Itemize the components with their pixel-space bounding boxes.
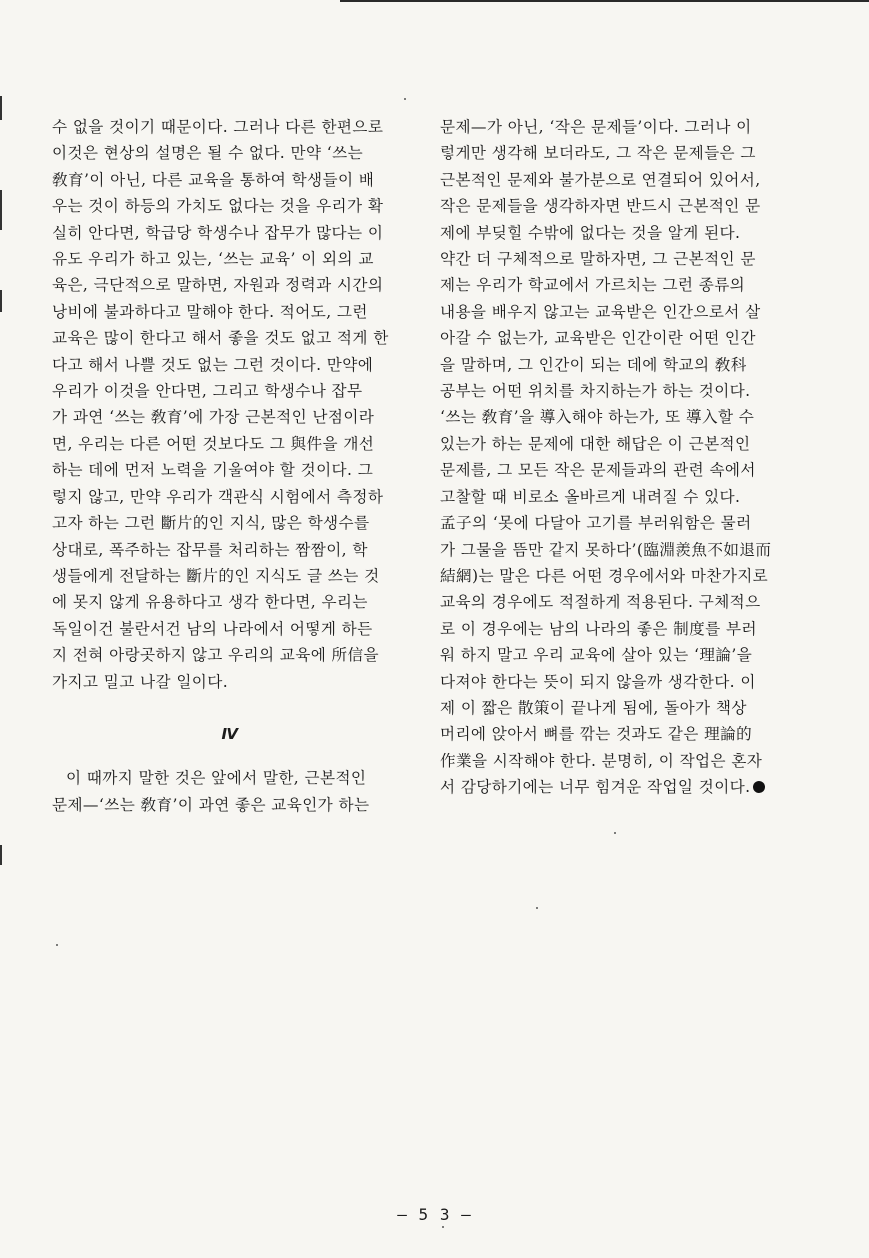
print-speck — [442, 1226, 444, 1228]
end-of-article-bullet-icon — [753, 781, 765, 793]
print-speck — [536, 907, 538, 909]
left-column — [52, 114, 408, 818]
body-paragraph: 약간 더 구체적으로 말하자면, 그 근본적인 문 제는 우리가 학교에서 가르치는 그런 종류의 내용을 배우지 않고는 교육받은 인간으로서 살 아갈 수 없는가, 교육받은 인간이란 어떤 인간 을 말하며, 그 인간이 되는 데에 학교의 敎科 공부는 어떤 위치를 차지하는가 하는 것이다. ‘쓰는 敎育’을 導入해야 하는가, 또 導入할 수 있는가 하는 문제에 대한 해답은 이 근본적인 문제를, 그 모든 작은 문제들과의 관련 속에서 고찰할 때 비로소 올바르게 내려질 수 있다. — [440, 250, 761, 506]
section-numeral: Ⅳ — [221, 724, 239, 743]
body-paragraph — [440, 510, 795, 800]
top-border-line — [340, 0, 869, 2]
left-margin-mark — [0, 290, 2, 312]
body-paragraph: 수 없을 것이기 때문이다. 그러나 다른 한편으로 이것은 현상의 설명은 될 수 없다. 만약 ‘쓰는 敎育’이 아닌, 다른 교육을 통하여 학생들이 배 우는 것이 하등의 가치도 없다는 것을 우리가 확 실히 안다면, 학급당 학생수나 잡무가 많다는 이 유도 우리가 하고 있는, ‘쓰는 교육’ 이 외의 교 육은, 극단적으로 말하면, 자원과 정력과 시간의 낭비에 불과하다고 말해야 한다. 적어도, 그런 교육은 많이 한다고 해서 좋을 것도 없고 적게 한 다고 해서 나쁠 것도 없는 그런 것이다. 만약에 우리가 이것을 안다면, 그리고 학생수나 잡무 가 과연 ‘쓰는 敎育’에 가장 근본적인 난점이라 면, 우리는 다른 어떤 것보다도 그 與件을 개선 하는 데에 먼저 노력을 기울여야 할 것이다. 그 렇지 않고, 만약 우리가 객관식 시험에서 측정하 고자 하는 그런 斷片的인 지식, 많은 학생수를 상대로, 폭주하는 잡무를 처리하는 짬짬이, 학 생들에게 전달하는 斷片的인 지식도 글 쓰는 것 에 못지 않게 유용하다고 생각 한다면, 우리는 독일이건 불란서건 남의 나라에서 어떻게 하든 지 전혀 아랑곳하지 않고 우리의 교육에 所信을 가지고 밀고 나갈 일이다. — [52, 118, 389, 691]
left-margin-mark — [0, 845, 2, 865]
left-margin-mark — [0, 190, 2, 230]
right-column — [440, 114, 795, 801]
left-margin-mark — [0, 96, 2, 120]
body-paragraph: 문제—가 아닌, ‘작은 문제들’이다. 그러나 이 렇게만 생각해 보더라도, 그 작은 문제들은 그 근본적인 문제와 불가분으로 연결되어 있어서, 작은 문제들을 생각하자면 반드시 근본적인 문 제에 부딪힐 수밖에 없다는 것을 알게 된다. — [440, 118, 761, 242]
print-speck — [56, 944, 58, 946]
print-speck — [614, 832, 616, 834]
paragraph-text: 孟子의 ‘못에 다달아 고기를 부러워함은 물러 가 그물을 뜸만 같지 못하다’(臨淵羨魚不如退而 結網)는 말은 다른 어떤 경우에서와 마찬가지로 교육의 경우에도 적절하게 적용된다. 구체적으 로 이 경우에는 남의 나라의 좋은 制度를 부러 워 하지 말고 우리 교육에 살아 있는 ‘理論’을 다져야 한다는 뜻이 되지 않을까 생각한다. 이 제 이 짧은 散策이 끝나게 됨에, 돌아가 책상 머리에 앉아서 뼈를 깎는 것과도 같은 理論的 作業을 시작해야 한다. 분명히, 이 작업은 혼자 서 감당하기에는 너무 힘겨운 작업일 것이다. — [440, 514, 772, 797]
body-paragraph: 이 때까지 말한 것은 앞에서 말한, 근본적인 문제—‘쓰는 敎育’이 과연 좋은 교육인가 하는 — [52, 769, 370, 814]
print-speck — [404, 98, 406, 100]
page-number: — 5 3 — — [397, 1205, 472, 1224]
